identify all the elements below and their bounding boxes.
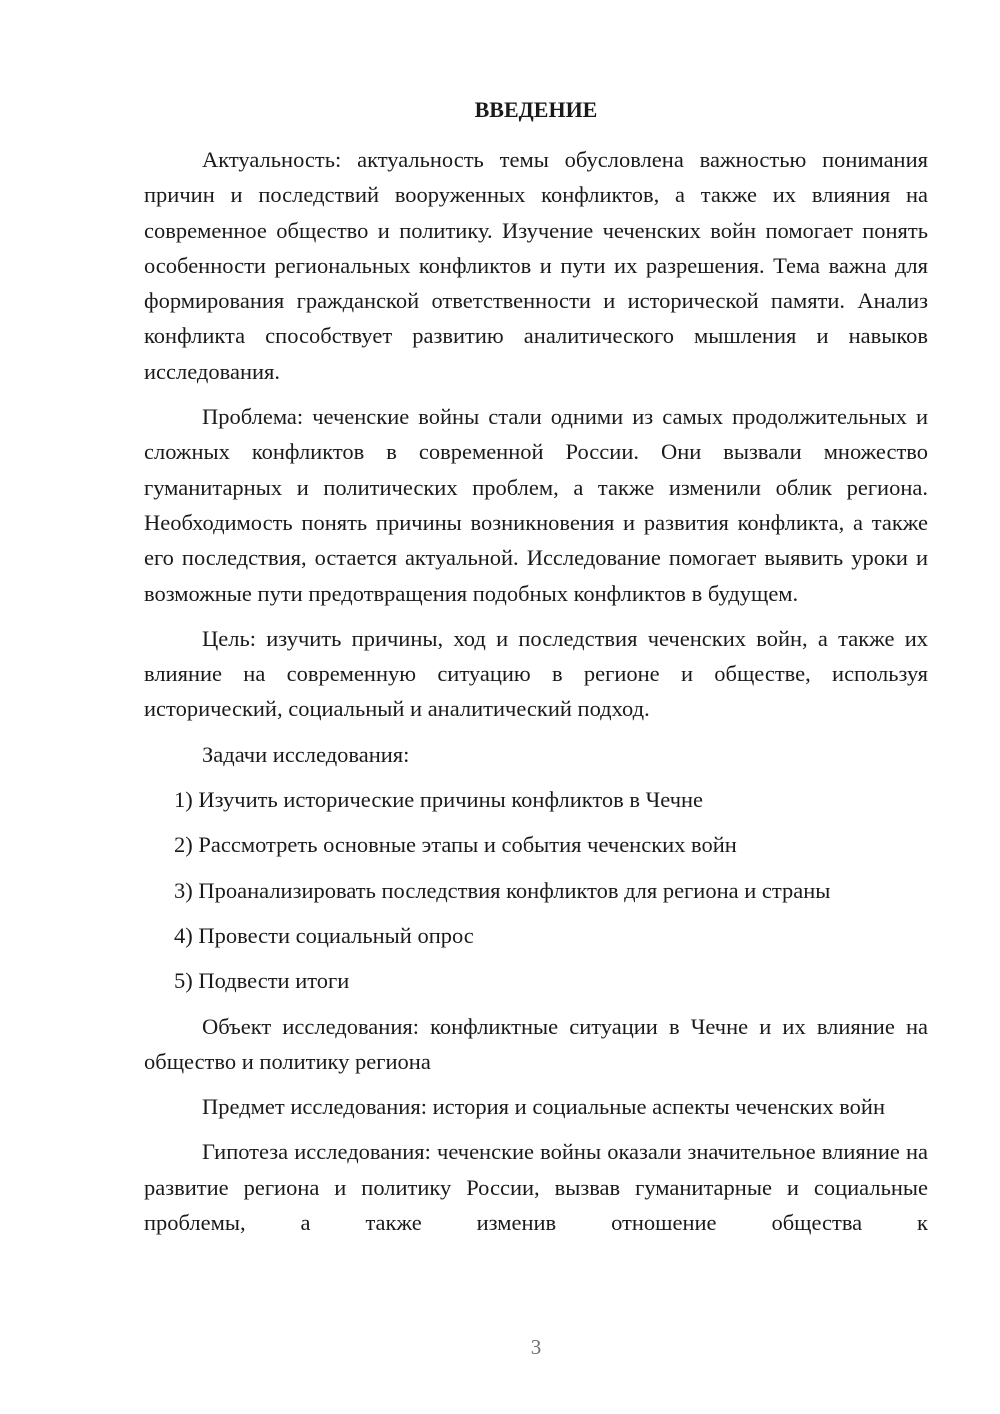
body-text: [144, 142, 928, 1250]
tasks-heading: Задачи исследования:: [202, 741, 410, 767]
paragraph-goal: Цель: изучить причины, ход и последствия чеченских войн, а также их влияние на современную ситуацию в регионе и обществе, используя исторический, социальный и аналитический подход.: [144, 625, 928, 722]
section-title: ВВЕДЕНИЕ: [474, 97, 598, 122]
paragraph-problem: Проблема: чеченские войны стали одними из самых продолжительных и сложных конфликтов в современной России. Они вызвали множество гуманитарных и политических проблем, а также изменили облик региона. Необходимость понять причины возникновения и развития конфликта, а также его последствия, остается актуальной. Исследование помогает выявить уроки и возможные пути предотвращения подобных конфликтов в будущем.: [144, 404, 928, 606]
task-item: 1) Изучить исторические причины конфликтов в Чечне: [174, 787, 704, 813]
paragraph-subject: Предмет исследования: история и социальные аспекты чеченских войн: [202, 1094, 886, 1120]
task-item: 4) Провести социальный опрос: [174, 922, 474, 948]
page-number: 3: [530, 1335, 542, 1359]
paragraph-object: Объект исследования: конфликтные ситуации в Чечне и их влияние на общество и политику региона: [144, 1013, 928, 1074]
task-item: 5) Подвести итоги: [174, 968, 350, 994]
paragraph-hypothesis: Гипотеза исследования: чеченские войны оказали значительное влияние на развитие региона и политику России, вызвав гуманитарные и социальные проблемы, а также изменив отношение общества к: [144, 1139, 928, 1236]
task-item: 3) Проанализировать последствия конфликтов для региона и страны: [174, 877, 831, 903]
task-item: 2) Рассмотреть основные этапы и события чеченских войн: [174, 832, 737, 858]
paragraph-relevance: Актуальность: актуальность темы обусловлена важностью понимания причин и последствий вооруженных конфликтов, а также их влияния на современное общество и политику. Изучение чеченских войн помогает понять особенности региональных конфликтов и пути их разрешения. Тема важна для формирования гражданской ответственности и исторической памяти. Анализ конфликта способствует развитию аналитического мышления и навыков исследования.: [144, 147, 928, 384]
